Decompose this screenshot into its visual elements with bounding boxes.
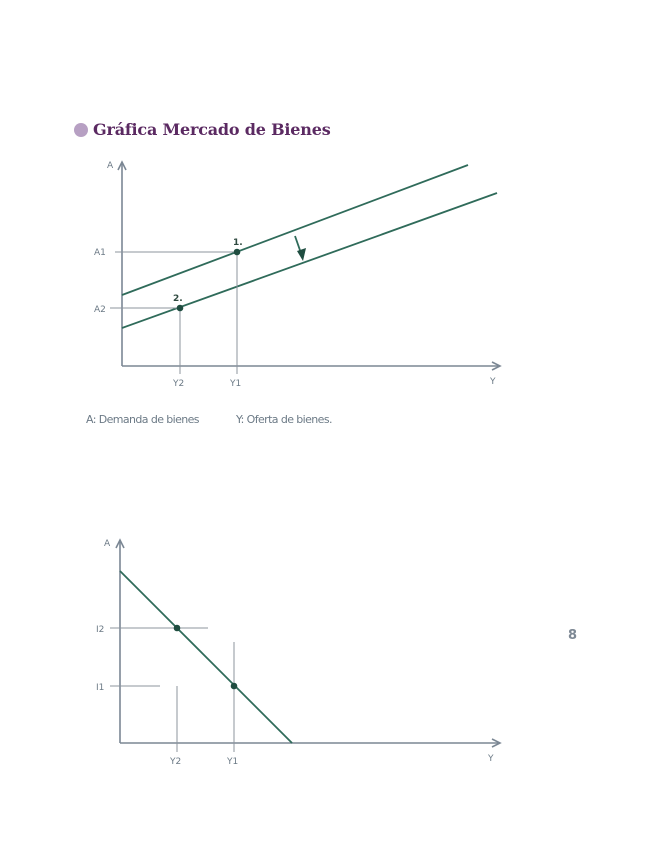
tick-y1: Y1 <box>230 379 242 389</box>
tick-y2: Y2 <box>173 379 185 389</box>
point-1-label: 1. <box>233 238 243 248</box>
point-1 <box>234 249 241 256</box>
tick-y1-b: Y1 <box>227 757 239 767</box>
tick-a1: A1 <box>94 248 106 258</box>
x-axis-2-label: Y <box>488 754 494 764</box>
caption-demand: A: Demanda de bienes <box>86 413 199 426</box>
point-2 <box>177 305 184 312</box>
point-lower <box>231 683 238 690</box>
tick-i2: I2 <box>96 625 105 635</box>
y-axis-label: A <box>107 161 114 171</box>
curve-downward <box>120 571 292 743</box>
caption-supply: Y: Oferta de bienes. <box>236 413 332 426</box>
tick-a2: A2 <box>94 305 106 315</box>
section-title: Gráfica Mercado de Bienes <box>93 120 331 139</box>
curve-initial <box>122 165 468 295</box>
tick-i1: I1 <box>96 683 105 693</box>
point-upper <box>174 625 181 632</box>
tick-y2-b: Y2 <box>170 757 182 767</box>
shift-arrow-head-icon <box>297 248 306 261</box>
y-axis-2-label: A <box>104 539 111 549</box>
page-number: 8 <box>568 628 578 643</box>
point-2-label: 2. <box>173 294 183 304</box>
x-axis-label: Y <box>490 377 496 387</box>
